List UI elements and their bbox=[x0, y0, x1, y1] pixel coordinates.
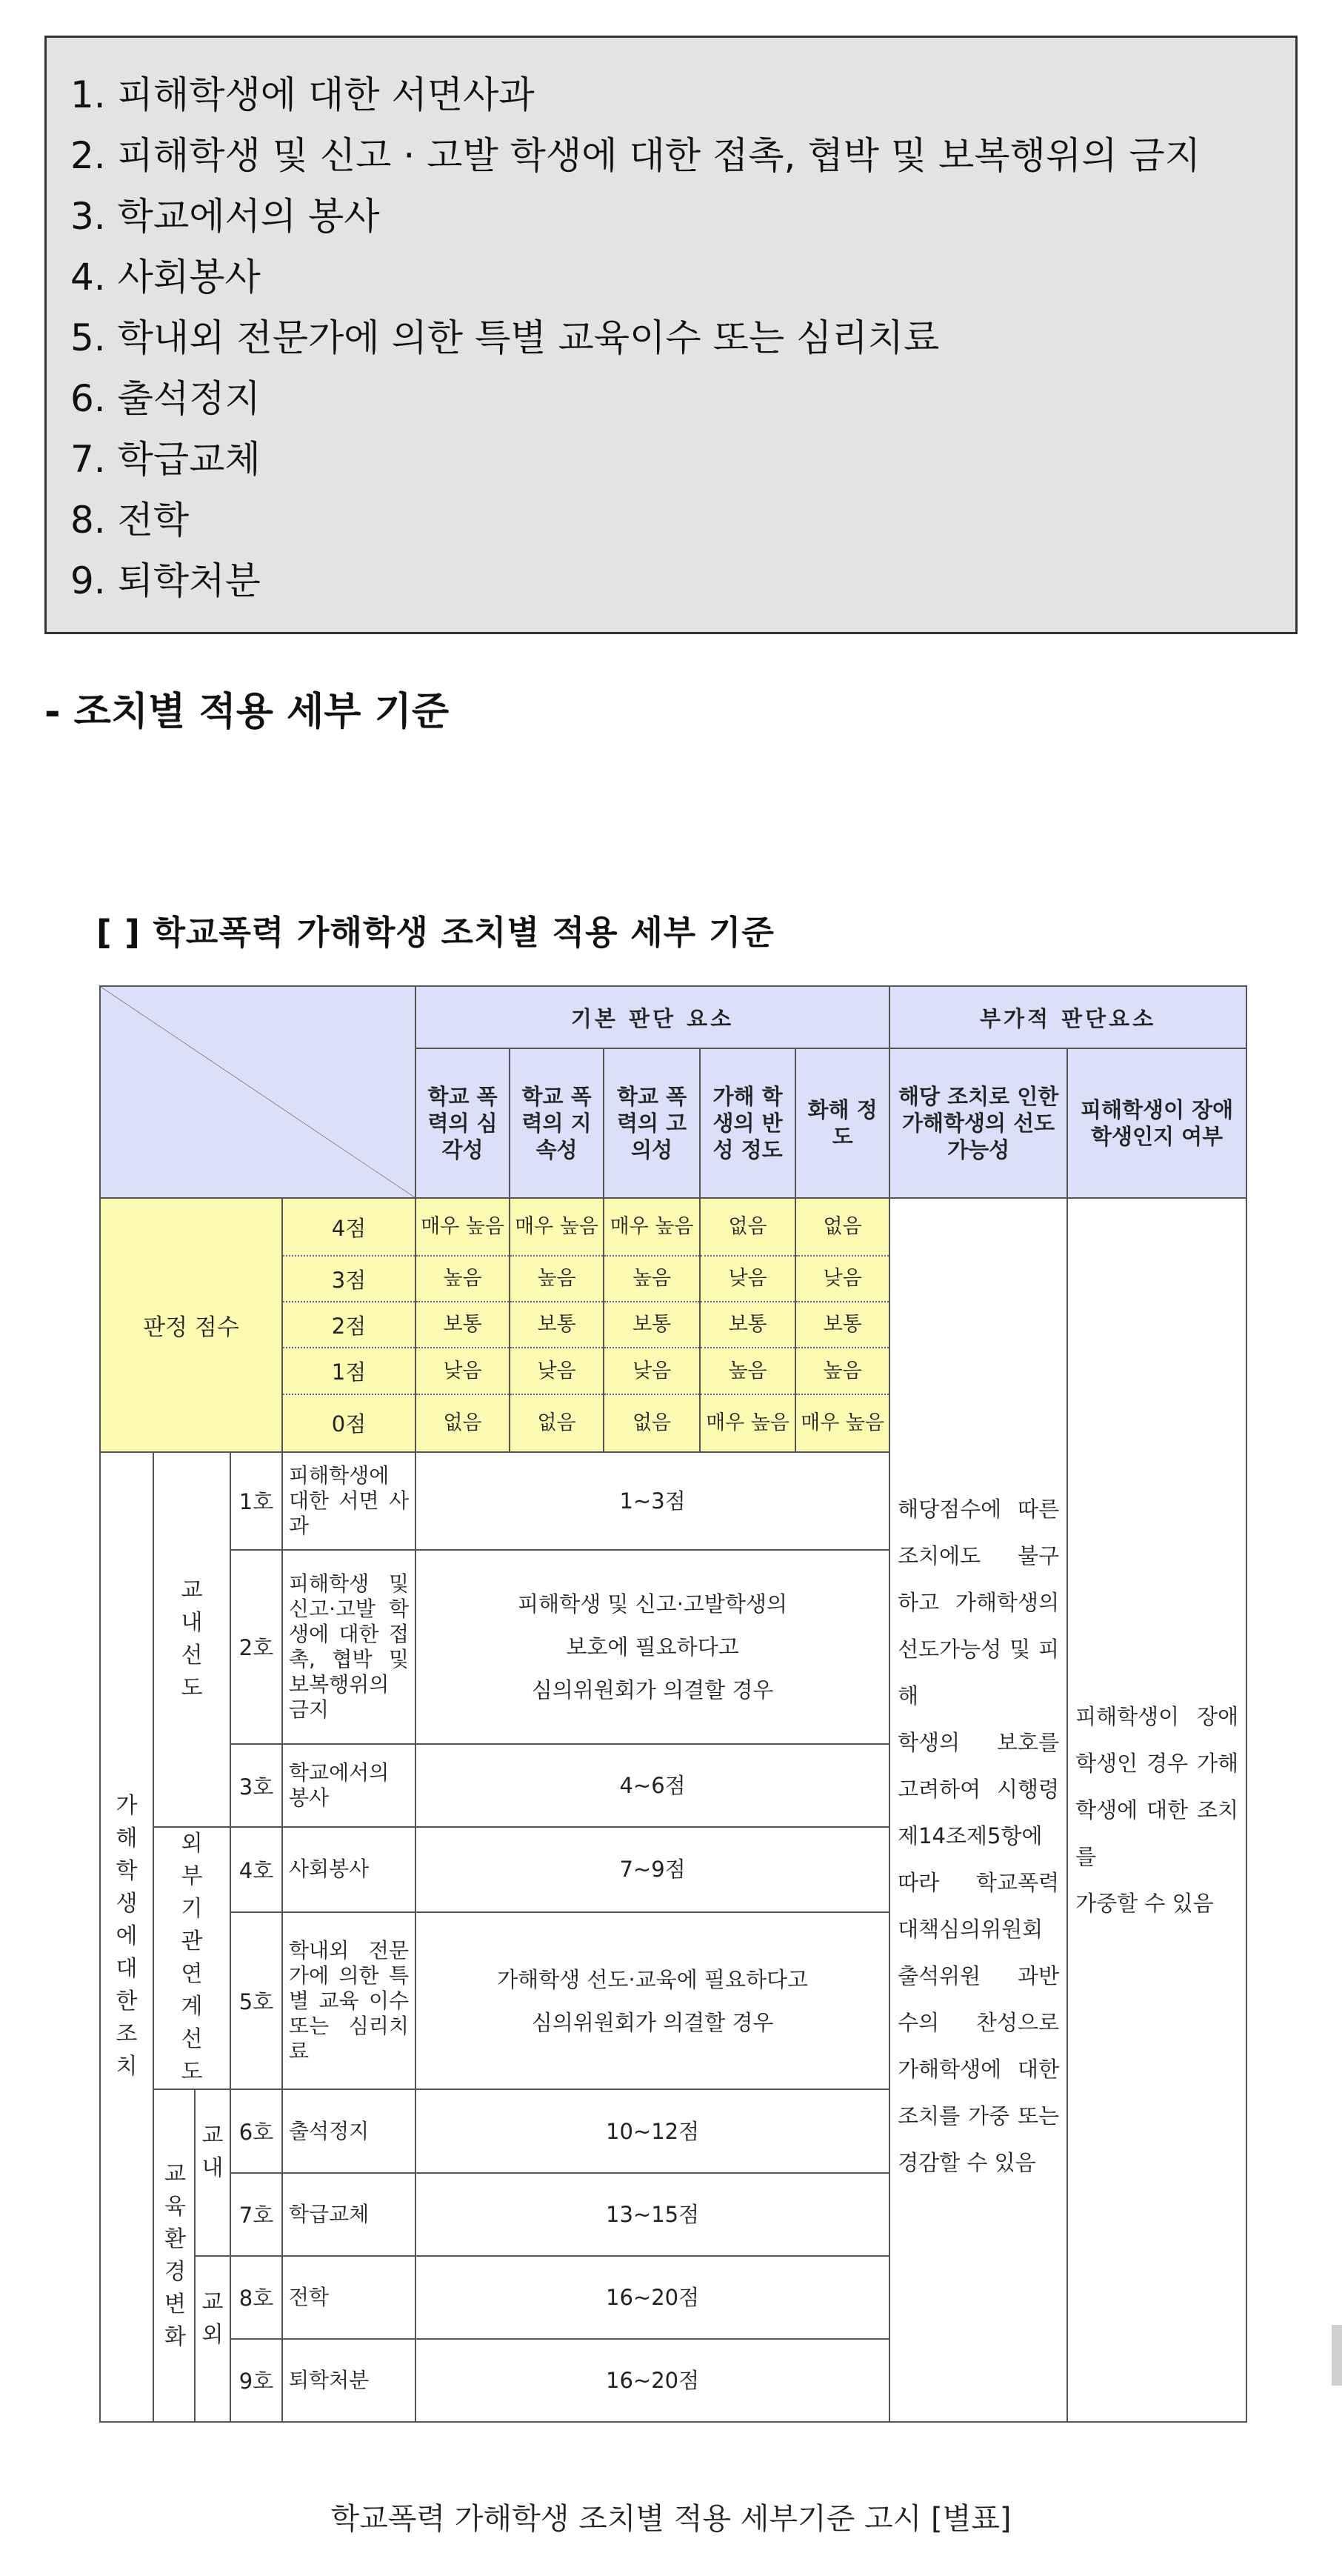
measure-number: 6호 bbox=[230, 2089, 282, 2172]
level-cell: 높음 bbox=[700, 1348, 795, 1394]
level-cell: 높음 bbox=[795, 1348, 889, 1394]
level-cell: 없음 bbox=[510, 1394, 604, 1452]
measure-number: 2호 bbox=[230, 1550, 282, 1744]
level-cell: 보통 bbox=[415, 1302, 510, 1348]
measure-criteria: 7~9점 bbox=[415, 1827, 889, 1912]
disabled-note: 피해학생이 장애 학생인 경우 가해 학생에 대한 조치를 가중할 수 있음 bbox=[1067, 1198, 1246, 2422]
measure-criteria: 13~15점 bbox=[415, 2173, 889, 2256]
level-cell: 높음 bbox=[510, 1256, 604, 1302]
guidance-note: 해당점수에 따른 조치에도 불구 하고 가해학생의 선도가능성 및 피해 학생의 보호를 고려하여 시행령 제14조제5항에 따라 학교폭력 대책심의위원회 출석위원 과반 수의 찬성으로 가해학생에 대한 조치를 가중 또는 경감할 수 있음 bbox=[889, 1198, 1067, 2422]
col-intent: 학교 폭력의 고의성 bbox=[604, 1048, 700, 1198]
measure-number: 1호 bbox=[230, 1452, 282, 1550]
measure-criteria: 4~6점 bbox=[415, 1744, 889, 1827]
level-cell: 매우 높음 bbox=[415, 1198, 510, 1256]
group-external: 외부기관연계선도 bbox=[153, 1827, 230, 2089]
level-cell: 낮음 bbox=[415, 1348, 510, 1394]
table-caption: 학교폭력 가해학생 조치별 적용 세부기준 고시 [별표] bbox=[330, 2502, 1012, 2536]
level-cell: 낮음 bbox=[700, 1256, 795, 1302]
level-cell: 낮음 bbox=[795, 1256, 889, 1302]
section-heading: - 조치별 적용 세부 기준 bbox=[44, 690, 450, 734]
criteria-table bbox=[99, 985, 1247, 2423]
measure-criteria: 10~12점 bbox=[415, 2089, 889, 2172]
level-cell: 없음 bbox=[700, 1198, 795, 1256]
level-cell: 매우 높음 bbox=[604, 1198, 700, 1256]
col-severity: 학교 폭력의 심각성 bbox=[415, 1048, 510, 1198]
measure-name: 학급교체 bbox=[282, 2173, 415, 2256]
measure-name: 피해학생에 대한 서면 사과 bbox=[282, 1452, 415, 1550]
list-item: 7. 학급교체 bbox=[70, 438, 261, 481]
sub-in: 교내 bbox=[195, 2089, 230, 2255]
level-cell: 보통 bbox=[795, 1302, 889, 1348]
measure-name: 사회봉사 bbox=[282, 1827, 415, 1912]
measure-criteria: 피해학생 및 신고·고발학생의 보호에 필요하다고 심의위원회가 의결할 경우 bbox=[415, 1550, 889, 1744]
level-cell: 매우 높음 bbox=[795, 1394, 889, 1452]
level-cell: 보통 bbox=[510, 1302, 604, 1348]
level-cell: 낮음 bbox=[604, 1348, 700, 1394]
col-reconcile: 화해 정도 bbox=[795, 1048, 889, 1198]
measure-number: 4호 bbox=[230, 1827, 282, 1912]
col-guidance: 해당 조치로 인한 가해학생의 선도가능성 bbox=[889, 1048, 1067, 1198]
group-main: 가해학생에대한조치 bbox=[100, 1452, 153, 2422]
measure-criteria: 1~3점 bbox=[415, 1452, 889, 1550]
measure-number: 3호 bbox=[230, 1744, 282, 1827]
measure-criteria: 가해학생 선도·교육에 필요하다고 심의위원회가 의결할 경우 bbox=[415, 1912, 889, 2090]
measures-list-box bbox=[44, 36, 1298, 634]
level-cell: 매우 높음 bbox=[700, 1394, 795, 1452]
measure-number: 8호 bbox=[230, 2256, 282, 2339]
list-item: 5. 학내외 전문가에 의한 특별 교육이수 또는 심리치료 bbox=[70, 316, 940, 359]
list-item: 2. 피해학생 및 신고 · 고발 학생에 대한 접촉, 협박 및 보복행위의 금지 bbox=[70, 134, 1201, 177]
measure-name: 피해학생 및 신고·고발 학생에 대한 접촉, 협박 및 보복행위의 금지 bbox=[282, 1550, 415, 1744]
list-item: 4. 사회봉사 bbox=[70, 256, 261, 299]
measure-number: 9호 bbox=[230, 2339, 282, 2422]
list-item: 8. 전학 bbox=[70, 499, 190, 542]
score-value: 3점 bbox=[282, 1256, 415, 1302]
header-additional: 부가적 판단요소 bbox=[889, 986, 1246, 1048]
measure-name: 학내외 전문가에 의한 특별 교육 이수 또는 심리치료 bbox=[282, 1912, 415, 2090]
diagonal-line bbox=[101, 987, 415, 1197]
group-school: 교내선도 bbox=[153, 1452, 230, 1828]
list-item: 9. 퇴학처분 bbox=[70, 559, 261, 602]
diagonal-header-cell bbox=[100, 986, 415, 1198]
score-value: 4점 bbox=[282, 1198, 415, 1256]
list-item: 6. 출석정지 bbox=[70, 377, 261, 420]
measure-name: 전학 bbox=[282, 2256, 415, 2339]
level-cell: 높음 bbox=[415, 1256, 510, 1302]
level-cell: 보통 bbox=[604, 1302, 700, 1348]
measure-name: 퇴학처분 bbox=[282, 2339, 415, 2422]
measure-name: 학교에서의 봉사 bbox=[282, 1744, 415, 1827]
col-remorse: 가해 학생의 반성 정도 bbox=[700, 1048, 795, 1198]
measure-number: 7호 bbox=[230, 2173, 282, 2256]
list-item: 1. 피해학생에 대한 서면사과 bbox=[70, 73, 535, 116]
level-cell: 보통 bbox=[700, 1302, 795, 1348]
list-item: 3. 학교에서의 봉사 bbox=[70, 195, 380, 238]
scrollbar-thumb[interactable] bbox=[1332, 2325, 1342, 2386]
score-value: 0점 bbox=[282, 1394, 415, 1452]
level-cell: 높음 bbox=[604, 1256, 700, 1302]
level-cell: 낮음 bbox=[510, 1348, 604, 1394]
level-cell: 없음 bbox=[604, 1394, 700, 1452]
level-cell: 매우 높음 bbox=[510, 1198, 604, 1256]
score-label: 판정 점수 bbox=[100, 1198, 282, 1451]
score-value: 2점 bbox=[282, 1302, 415, 1348]
col-disabled: 피해학생이 장애학생인지 여부 bbox=[1067, 1048, 1246, 1198]
sub-out: 교외 bbox=[195, 2256, 230, 2422]
measure-name: 출석정지 bbox=[282, 2089, 415, 2172]
table-title: [ ] 학교폭력 가해학생 조치별 적용 세부 기준 bbox=[96, 913, 775, 952]
measure-criteria: 16~20점 bbox=[415, 2256, 889, 2339]
score-value: 1점 bbox=[282, 1348, 415, 1394]
group-environment: 교육환경변화 bbox=[153, 2089, 195, 2422]
measure-number: 5호 bbox=[230, 1912, 282, 2090]
measure-criteria: 16~20점 bbox=[415, 2339, 889, 2422]
level-cell: 없음 bbox=[415, 1394, 510, 1452]
col-persistence: 학교 폭력의 지속성 bbox=[510, 1048, 604, 1198]
level-cell: 없음 bbox=[795, 1198, 889, 1256]
header-basic: 기본 판단 요소 bbox=[415, 986, 889, 1048]
